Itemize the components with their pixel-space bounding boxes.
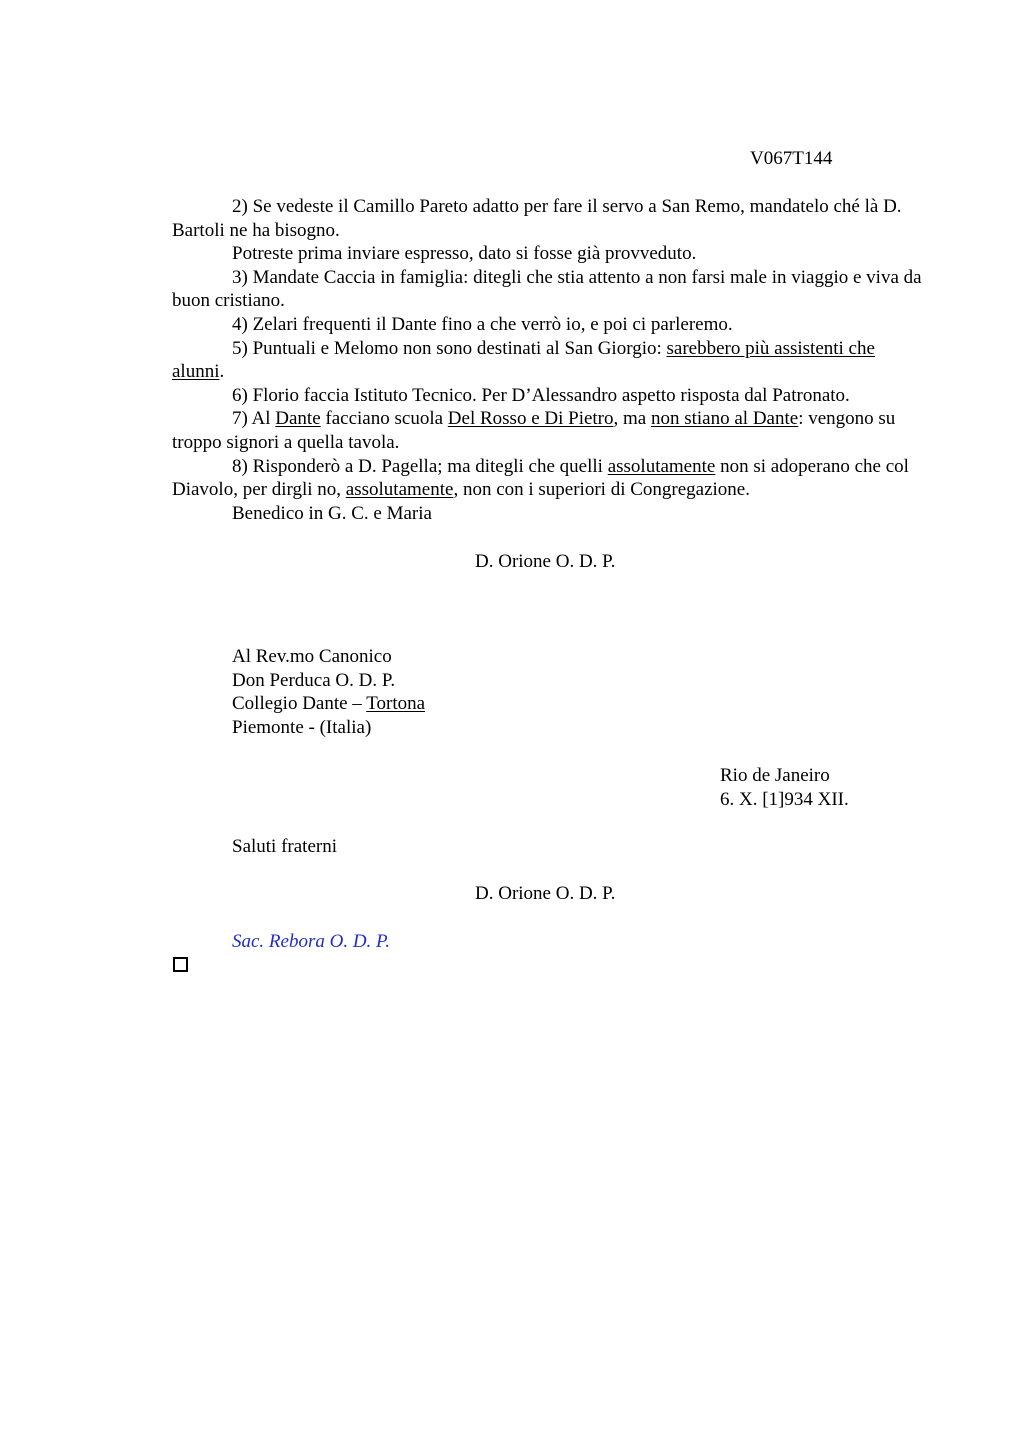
address-line-1: Al Rev.mo Canonico: [232, 646, 392, 667]
recipient-address: [232, 645, 425, 740]
item-8-text-a: 8) Risponderò a D. Pagella; ma ditegli che quelli: [232, 455, 608, 477]
item-8: [172, 455, 924, 502]
signature: D. Orione O. D. P.: [475, 551, 616, 572]
checkbox-square-icon: [173, 957, 188, 972]
item-5-end: .: [219, 361, 225, 383]
sac-signature: Sac. Rebora O. D. P.: [232, 931, 390, 952]
item-5-underlined: sarebbero più assistenti che alunni: [172, 337, 875, 383]
address-line-3-text: Collegio Dante –: [232, 693, 367, 715]
blessing: Benedico in G. C. e Maria: [232, 502, 432, 524]
item-7-underlined-1: Dante: [275, 408, 321, 430]
item-7: [172, 407, 924, 454]
document-id: V067T144: [750, 148, 833, 169]
address-line-2: Don Perduca O. D. P.: [232, 669, 396, 691]
item-2-note: Potreste prima inviare espresso, dato si fosse già provveduto.: [232, 243, 697, 265]
item-8-text-c: , non con i superiori di Congregazione.: [453, 479, 750, 501]
item-4: 4) Zelari frequenti il Dante fino a che verrò io, e poi ci parleremo.: [232, 313, 733, 335]
item-2: 2) Se vedeste il Camillo Pareto adatto per fare il servo a San Remo, mandatelo ché là D. Bartoli ne ha bisogno.: [172, 196, 902, 241]
item-7-underlined-2: Del Rosso e Di Pietro: [447, 408, 614, 430]
item-7-text-a: 7) Al: [232, 408, 276, 430]
item-7-text-c: , ma: [613, 408, 651, 430]
item-3: 3) Mandate Caccia in famiglia: ditegli che stia attento a non farsi male in viaggio e viva da buon cristiano.: [172, 266, 922, 312]
item-8-underlined-2: assolutamente: [345, 479, 454, 501]
greeting: Saluti fraterni: [232, 836, 337, 857]
place-and-date: [720, 764, 849, 811]
item-7-underlined-3: non stiano al Dante: [650, 408, 799, 430]
signature-2: D. Orione O. D. P.: [475, 883, 616, 904]
item-8-text-b: non si adoperano che col Diavolo, per dirgli no,: [172, 455, 909, 501]
place-city: Rio de Janeiro: [720, 765, 830, 786]
address-city: Tortona: [366, 693, 426, 715]
letter-body: [172, 195, 924, 525]
item-6: 6) Florio faccia Istituto Tecnico. Per D’Alessandro aspetto risposta dal Patronato.: [232, 384, 850, 406]
item-5: [172, 337, 924, 384]
address-line-3: [232, 692, 425, 716]
place-date: 6. X. [1]934 XII.: [720, 788, 849, 810]
item-7-text-b: facciano scuola: [320, 408, 448, 430]
item-7-text-d: : vengono su troppo signori a quella tavola.: [172, 408, 896, 453]
item-5-text: 5) Puntuali e Melomo non sono destinati al San Giorgio:: [232, 337, 667, 359]
item-8-underlined-1: assolutamente: [607, 455, 716, 477]
address-line-4: Piemonte - (Italia): [232, 717, 372, 739]
